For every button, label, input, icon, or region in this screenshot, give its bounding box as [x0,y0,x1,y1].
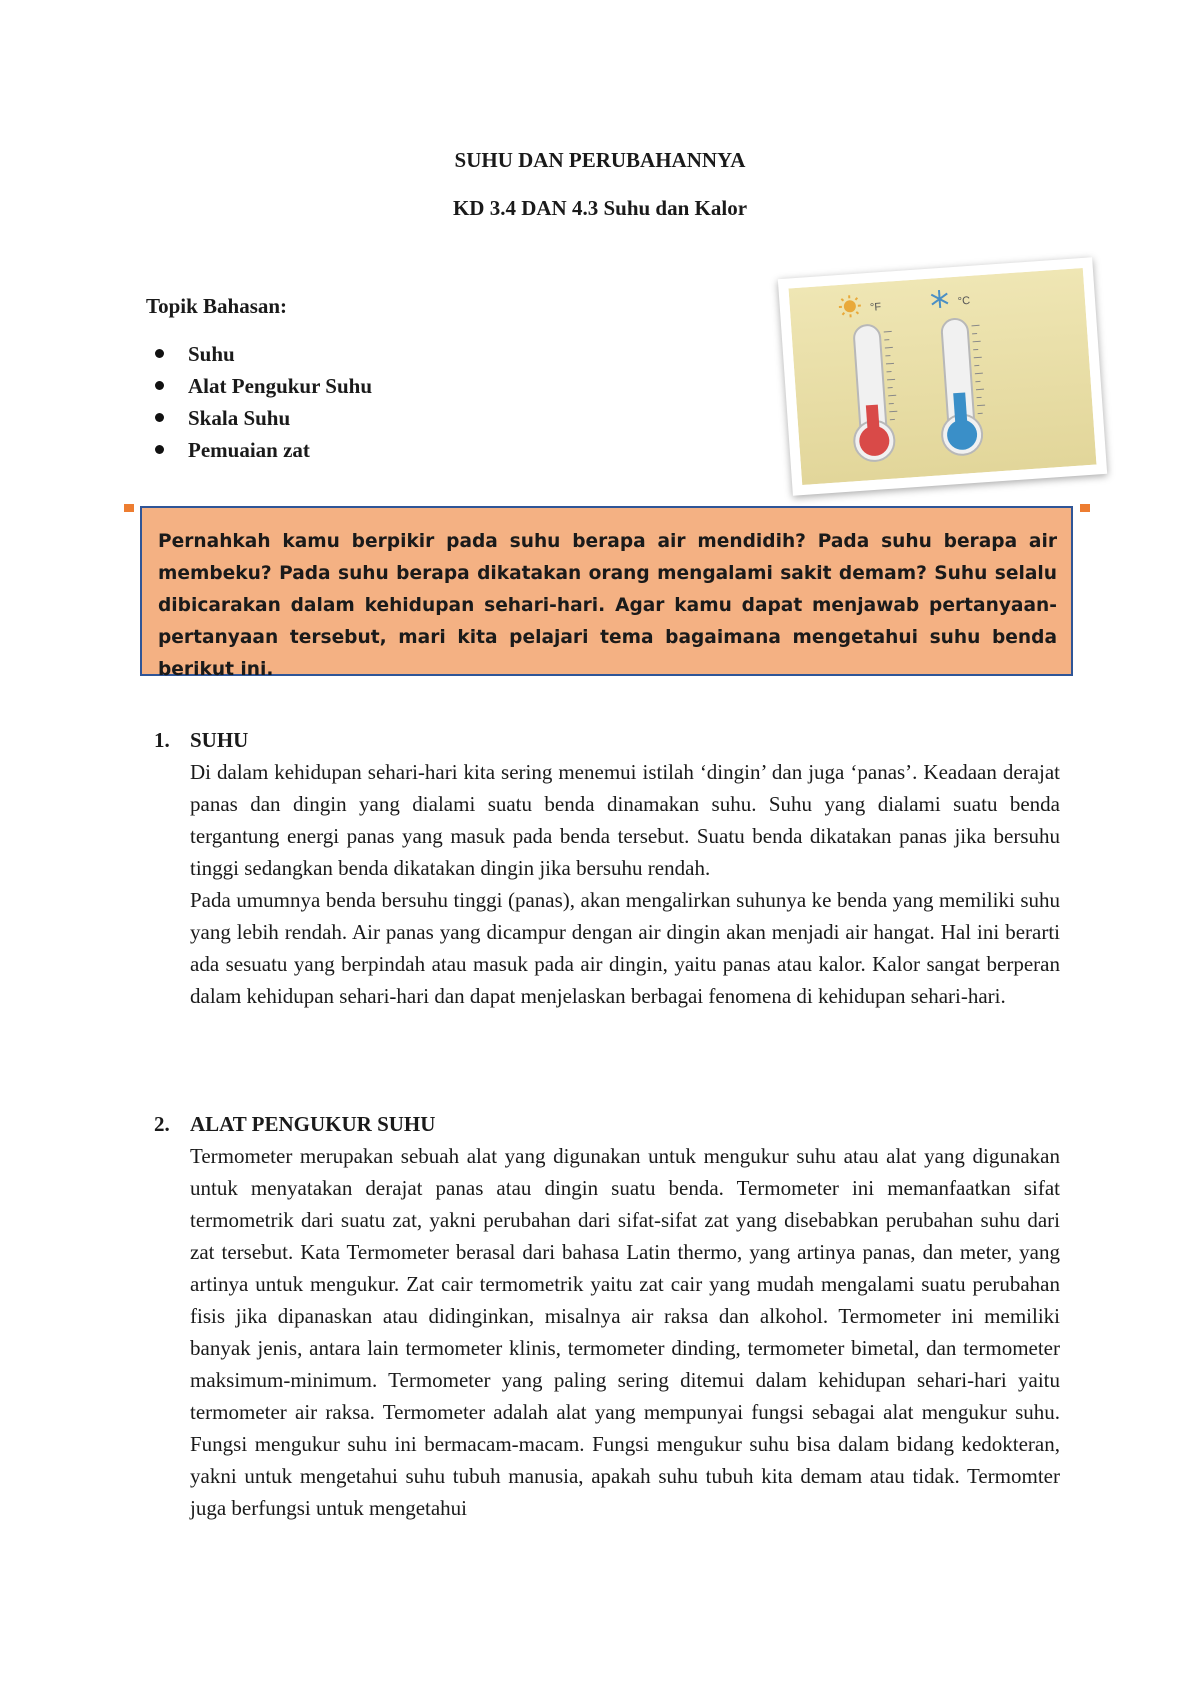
section-suhu [154,724,1060,1012]
topic-item [146,434,372,466]
topic-item [146,338,372,370]
intro-callout-box: Pernahkah kamu berpikir pada suhu berapa air mendidih? Pada suhu berapa air membeku? Pada suhu berapa dikatakan orang mengalami sakit demam? Suhu selalu dibicarakan dalam kehidupan sehari-hari. Agar kamu dapat menjawab pertanyaan-pertanyaan tersebut, mari kita pelajari tema bagaimana mengetahui suhu benda berikut ini. [140,506,1073,676]
topic-item-label: Skala Suhu [188,406,291,430]
fahrenheit-label: °F [869,301,882,314]
section-title: ALAT PENGUKUR SUHU [190,1112,436,1136]
section-title: SUHU [190,728,249,752]
section-heading [154,1108,1060,1140]
bullet-icon [155,413,164,422]
topic-item-label: Pemuaian zat [188,438,310,462]
bullet-icon [155,445,164,454]
thermometers-image [788,268,1096,485]
document-title: SUHU DAN PERUBAHANNYA [454,148,746,172]
celsius-label: °C [957,294,971,308]
section-body [154,756,1060,1012]
topics-label: Topik Bahasan: [146,294,288,318]
topic-item-label: Suhu [188,342,235,366]
bullet-icon [155,381,164,390]
paragraph: Di dalam kehidupan sehari-hari kita sering menemui istilah ‘dingin’ dan juga ‘panas’. Keadaan derajat panas dan dingin yang dialami suatu benda dinamakan suhu. Suhu yang dialami suatu benda tergantung energi panas yang masuk pada benda tersebut. Suatu benda dikatakan panas jika bersuhu tinggi sedangkan benda dikatakan dingin jika bersuhu rendah. [190,760,1060,880]
callout-accent-right [1080,504,1090,512]
section-heading [154,724,1060,756]
topic-item [146,402,372,434]
topics-list [146,338,372,466]
section-alat-pengukur-suhu [154,1108,1060,1524]
topic-item-label: Alat Pengukur Suhu [188,374,373,398]
thermometer-illustration [778,257,1107,495]
section-number: 1. [154,728,170,752]
section-number: 2. [154,1112,170,1136]
paragraph: Termometer merupakan sebuah alat yang digunakan untuk mengukur suhu atau alat yang digunakan untuk menyatakan derajat panas atau dingin suatu benda. Termometer ini memanfaatkan sifat termometrik dari suatu zat, yakni perubahan dari sifat-sifat zat yang disebabkan perubahan suhu dari zat tersebut. Kata Termometer berasal dari bahasa Latin thermo, yang artinya panas, dan meter, yang artinya untuk mengukur. Zat cair termometrik yaitu zat cair yang mudah mengalami suatu perubahan fisis jika dipanaskan atau didinginkan, misalnya air raksa dan alkohol. Termometer ini memiliki banyak jenis, antara lain termometer klinis, termometer dinding, termometer bimetal, dan termometer maksimum-minimum. Termometer yang paling sering ditemui dalam kehidupan sehari-hari yaitu termometer air raksa. Termometer adalah alat yang mempunyai fungsi sebagai alat mengukur suhu. Fungsi mengukur suhu ini bermacam-macam. Fungsi mengukur suhu bisa dalam bidang kedokteran, yakni untuk mengetahui suhu tubuh manusia, apakah suhu tubuh kita demam atau tidak. Termomter juga berfungsi untuk mengetahui [190,1144,1060,1520]
section-body [154,1140,1060,1524]
bullet-icon [155,349,164,358]
callout-accent-left [124,504,134,512]
document-subtitle: KD 3.4 DAN 4.3 Suhu dan Kalor [452,196,748,220]
paragraph: Pada umumnya benda bersuhu tinggi (panas), akan mengalirkan suhunya ke benda yang memiliki suhu yang lebih rendah. Air panas yang dicampur dengan air dingin akan menjadi air hangat. Hal ini berarti ada sesuatu yang berpindah atau masuk pada air dingin, yaitu panas atau kalor. Kalor sangat berperan dalam kehidupan sehari-hari dan dapat menjelaskan berbagai fenomena di kehidupan sehari-hari. [190,888,1060,1008]
topic-item [146,370,372,402]
